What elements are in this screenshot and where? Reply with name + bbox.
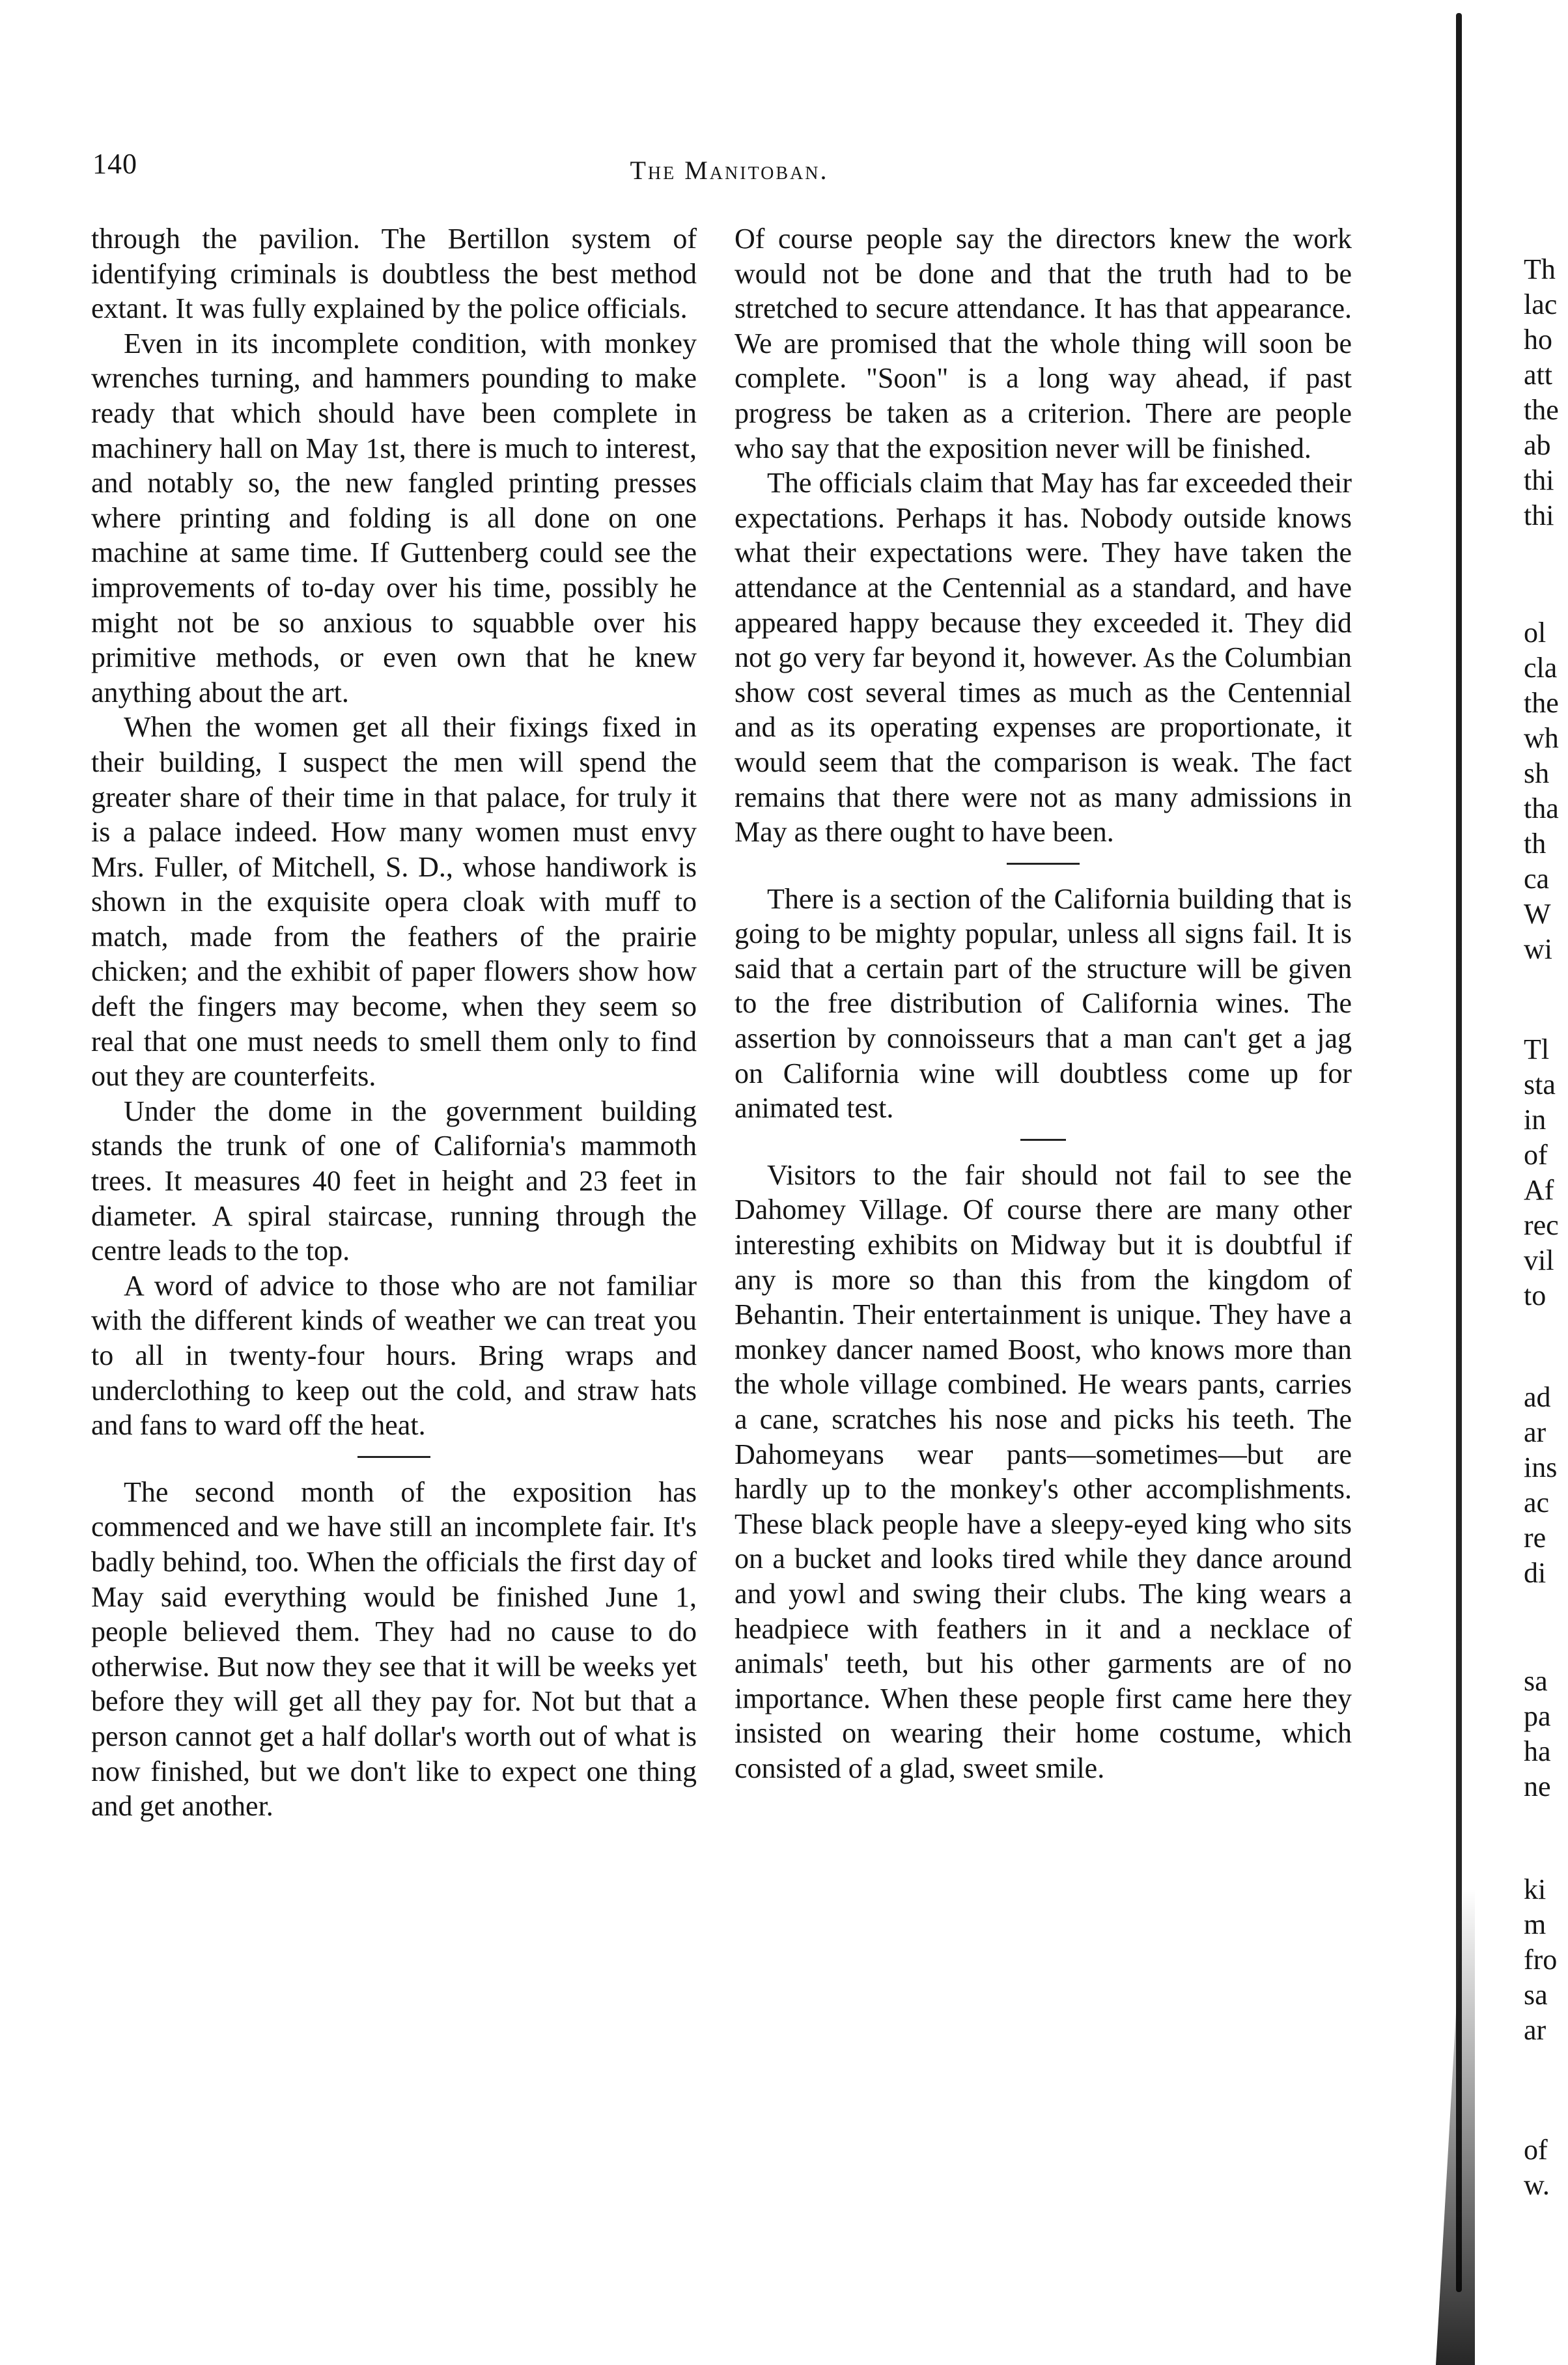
section-divider bbox=[357, 1456, 430, 1458]
neighbor-text-fragment: wi bbox=[1524, 933, 1552, 965]
neighbor-text-fragment: ins bbox=[1524, 1451, 1558, 1483]
neighbor-text-fragment: the bbox=[1524, 394, 1559, 426]
neighbor-text-fragment: ol bbox=[1524, 617, 1547, 649]
binding-shadow bbox=[1436, 1888, 1475, 2365]
neighbor-text-fragment: rec bbox=[1524, 1209, 1559, 1241]
paragraph: When the women get all their fixings fixed in their building, I suspect the men will spend the greater share of their time in that palace, for truly it is a palace indeed. How many women must envy Mrs. Fuller, of Mitchell, S. D., whose handiwork is shown in the exquisite opera cloak with muff to match, made from the feathers of the prairie chicken; and the exhibit of paper flowers show how deft the fingers may become, when they seem so real that one must needs to smell them only to find out they are counterfeits. bbox=[91, 711, 697, 1093]
neighbor-text-fragment: ad bbox=[1524, 1381, 1551, 1413]
right-column bbox=[735, 221, 1352, 1786]
neighbor-text-fragment: lac bbox=[1524, 288, 1558, 320]
neighbor-text-fragment: ho bbox=[1524, 324, 1552, 356]
neighbor-text-fragment: tha bbox=[1524, 792, 1559, 824]
neighbor-text-fragment: ca bbox=[1524, 863, 1550, 895]
neighbor-text-fragment: Tl bbox=[1524, 1033, 1550, 1065]
neighbor-text-fragment: W bbox=[1524, 898, 1551, 930]
paragraph: A word of advice to those who are not familiar with the different kinds of weather we can treat you to all in twenty-four hours. Bring wraps and underclothing to keep out the cold, and straw hats and fans to ward off the heat. bbox=[91, 1269, 697, 1442]
neighbor-text-fragment: sa bbox=[1524, 1665, 1548, 1697]
paragraph: Of course people say the directors knew the work would not be done and that the truth had to be stretched to secure attendance. It has that appearance. We are promised that the whole thing will soon be complete. "Soon" is a long way ahead, if past progress be taken as a criterion. There are people who say that the exposition never will be finished. bbox=[735, 223, 1352, 464]
neighbor-text-fragment: di bbox=[1524, 1557, 1547, 1589]
neighbor-text-fragment: sh bbox=[1524, 757, 1550, 789]
paragraph: There is a section of the California building that is going to be mighty popular, unless all signs fail. It is said that a certain part of the structure will be given to the free distribution of California wines. The assertion by connoisseurs that a man can't get a jag on California wine will doubtless come up for animated test. bbox=[735, 882, 1352, 1125]
paragraph: through the pavilion. The Bertillon system of identifying criminals is doubtless the best method extant. It was fully explained by the police officials. bbox=[91, 223, 697, 325]
paragraph: The second month of the exposition has commenced and we have still an incomplete fair. It's badly behind, too. When the officials the first day of May said everything would be finished June 1, people believed them. They had no cause to do otherwise. But now they see that it will be weeks yet before they will get all they pay for. Not but that a person cannot get a half dollar's worth out of what is now finished, but we don't like to expect one thing and get another. bbox=[91, 1476, 697, 1823]
neighbor-text-fragment: w. bbox=[1524, 2169, 1550, 2201]
neighbor-text-fragment: the bbox=[1524, 687, 1559, 719]
paragraph: Visitors to the fair should not fail to see the Dahomey Village. Of course there are many other interesting exhibits on Midway but it is doubtful if any is more so than this from the kingdom of Behantin. Their entertainment is unique. They have a monkey dancer named Boost, who knows more than the whole village combined. He wears pants, carries a cane, scratches his nose and picks his teeth. The Dahomeyans wear pants—sometimes—but are hardly up to the monkey's other accomplishments. These black people have a sleepy-eyed king who sits on a bucket and looks tired while they dance around and yowl and swing their clubs. The king wears a headpiece with feathers in it and a necklace of animals' teeth, but his other garments are of no importance. When these people first came here they insisted on wearing their home costume, which consisted of a glad, sweet smile. bbox=[735, 1158, 1352, 1784]
neighbor-text-fragment: m bbox=[1524, 1909, 1547, 1940]
paragraph: The officials claim that May has far exceeded their expectations. Perhaps it has. Nobody outside knows what their expectations were. They have taken the attendance at the Centennial as a standard, and have appeared happy because they exceeded it. They did not go very far beyond it, however. As the Columbian show cost several times as much as the Centennial and as its operating expenses are proportionate, it would seem that the comparison is weak. The fact remains that there were not as many admissions in May as there ought to have been. bbox=[735, 467, 1352, 848]
section-divider bbox=[1007, 863, 1080, 865]
left-column bbox=[91, 221, 697, 1824]
running-title: The Manitoban. bbox=[630, 156, 829, 185]
section-divider bbox=[1020, 1139, 1066, 1141]
neighbor-text-fragment: in bbox=[1524, 1104, 1547, 1136]
neighbor-text-fragment: ar bbox=[1524, 1416, 1547, 1448]
neighbor-text-fragment: of bbox=[1524, 2134, 1548, 2166]
neighbor-text-fragment: sa bbox=[1524, 1979, 1548, 2011]
neighbor-text-fragment: re bbox=[1524, 1522, 1547, 1554]
paragraph: Under the dome in the government building stands the trunk of one of California's mammoth trees. It measures 40 feet in height and 23 feet in diameter. A spiral staircase, running through the centre leads to the top. bbox=[91, 1095, 697, 1267]
neighbor-text-fragment: wh bbox=[1524, 722, 1559, 754]
neighbor-text-fragment: ab bbox=[1524, 429, 1551, 461]
neighbor-text-fragment: vil bbox=[1524, 1244, 1554, 1276]
neighbor-text-fragment: ar bbox=[1524, 2014, 1547, 2046]
neighbor-text-fragment: of bbox=[1524, 1139, 1548, 1171]
neighbor-text-fragment: thi bbox=[1524, 499, 1554, 531]
neighbor-text-fragment: ne bbox=[1524, 1770, 1551, 1802]
neighbor-text-fragment: ha bbox=[1524, 1735, 1551, 1767]
neighbor-text-fragment: fro bbox=[1524, 1944, 1558, 1976]
neighbor-text-fragment: Af bbox=[1524, 1174, 1554, 1206]
neighbor-text-fragment: Th bbox=[1524, 253, 1556, 285]
neighbor-text-fragment: att bbox=[1524, 359, 1552, 391]
page-number: 140 bbox=[92, 148, 137, 180]
neighbor-text-fragment: ac bbox=[1524, 1487, 1550, 1518]
neighbor-text-fragment: sta bbox=[1524, 1069, 1556, 1100]
neighbor-text-fragment: pa bbox=[1524, 1700, 1551, 1732]
paragraph: Even in its incomplete condition, with monkey wrenches turning, and hammers pounding to make ready that which should have been complete in machinery hall on May 1st, there is much to interest, and notably so, the new fangled printing presses where printing and folding is all done on one machine at same time. If Guttenberg could see the improvements of to-day over his time, possibly he might not be so anxious to squabble over his primitive methods, or even own that he knew anything about the art. bbox=[91, 327, 697, 708]
neighbor-text-fragment: cla bbox=[1524, 652, 1558, 684]
neighbor-text-fragment: th bbox=[1524, 828, 1547, 860]
neighbor-text-fragment: ki bbox=[1524, 1873, 1547, 1905]
neighbor-text-fragment: to bbox=[1524, 1280, 1547, 1311]
neighbor-text-fragment: thi bbox=[1524, 464, 1554, 496]
